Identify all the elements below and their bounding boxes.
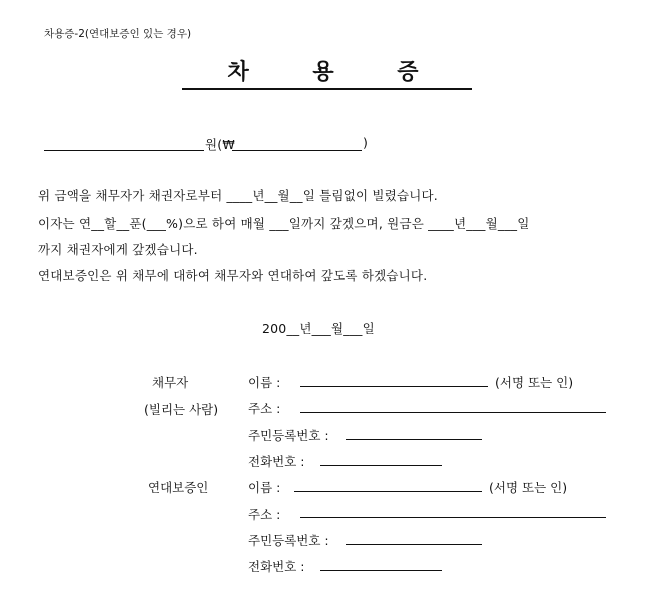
borrow-statement: 위 금액을 채무자가 채권자로부터 ____년__월__일 틀림없이 빌렸습니다. [38, 188, 438, 203]
debtor-role-subtitle: (빌리는 사람) [144, 402, 219, 417]
interest-statement: 이자는 연__할__푼(___%)으로 하여 매월 ___일까지 갚겠으며, 원금은 ____년___월___일 [38, 216, 530, 231]
title-underline [182, 88, 472, 90]
amount-close-paren: ) [363, 135, 369, 150]
debtor-phone-line [320, 465, 442, 466]
debtor-phone-label: 전화번호 : [248, 454, 305, 469]
guarantor-phone-line [320, 570, 442, 571]
debtor-name-line [300, 386, 488, 387]
document-type-note: 차용증-2(연대보증인 있는 경우) [44, 28, 192, 40]
guarantor-address-line [300, 517, 606, 518]
debtor-name-label: 이름 : [248, 375, 281, 390]
guarantor-statement: 연대보증인은 위 채무에 대하여 채무자와 연대하여 갚도록 하겠습니다. [38, 268, 428, 283]
guarantor-name-label: 이름 : [248, 480, 281, 495]
amount-blank-line [44, 150, 204, 151]
guarantor-phone-label: 전화번호 : [248, 559, 305, 574]
document-title: 차 용 증 [227, 60, 447, 85]
guarantor-role-label: 연대보증인 [148, 480, 209, 495]
debtor-sign-note: (서명 또는 인) [495, 375, 574, 390]
amount-numeric-blank-line [232, 150, 362, 151]
guarantor-sign-note: (서명 또는 인) [489, 480, 568, 495]
debtor-address-line [300, 412, 606, 413]
amount-unit-label: 원(₩ [205, 137, 235, 152]
debtor-address-label: 주소 : [248, 401, 281, 416]
guarantor-id-line [346, 544, 482, 545]
signing-date: 200__년___월___일 [262, 321, 375, 336]
debtor-id-label: 주민등록번호 : [248, 428, 329, 443]
guarantor-address-label: 주소 : [248, 507, 281, 522]
repayment-statement: 까지 채권자에게 갚겠습니다. [38, 242, 198, 257]
debtor-id-line [346, 439, 482, 440]
guarantor-name-line [294, 491, 482, 492]
debtor-role-label: 채무자 [152, 375, 189, 390]
guarantor-id-label: 주민등록번호 : [248, 533, 329, 548]
